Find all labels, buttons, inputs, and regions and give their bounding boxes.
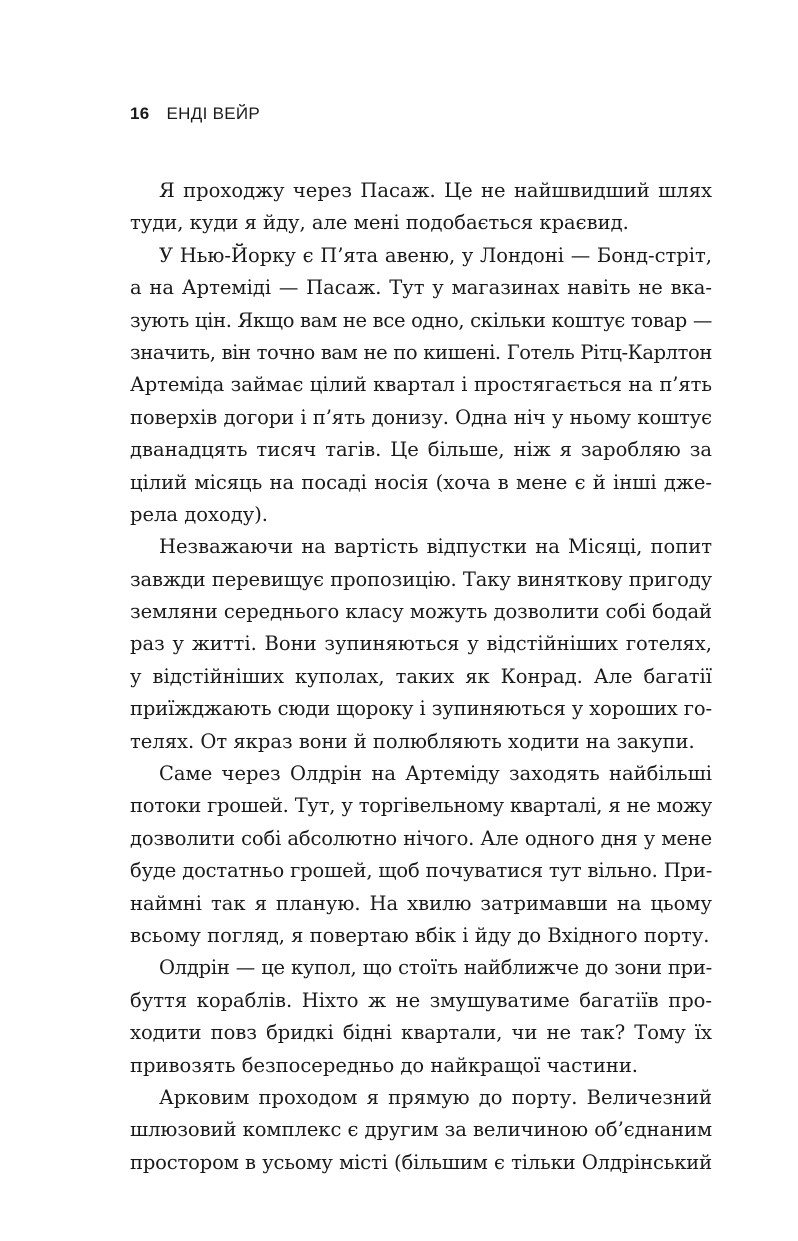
text-line: приїжджають сюди щороку і зупиняються у хороших го- bbox=[130, 697, 712, 721]
text-line: У Нью-Йорку є П’ята авеню, у Лондоні — Бонд-стріт, bbox=[159, 243, 712, 267]
text-line: поверхів догори і п’ять донизу. Одна ніч у ньому коштує bbox=[130, 405, 712, 429]
text-line: цілий місяць на посаді носія (хоча в мене є й інші дже- bbox=[130, 470, 712, 494]
text-line: Незважаючи на вартість відпустки на Місяці, попит bbox=[159, 535, 712, 559]
text-line: у відстійніших куполах, таких як Конрад. Але багатії bbox=[130, 664, 712, 688]
text-line: дванадцять тисяч тагів. Це більше, ніж я заробляю за bbox=[130, 438, 712, 462]
text-line: буде достатньо грошей, щоб почуватися тут вільно. При- bbox=[130, 859, 713, 883]
text-line: Олдрін — це купол, що стоїть найближче до зони при- bbox=[159, 956, 712, 980]
paragraph bbox=[130, 1082, 712, 1179]
text-line: Саме через Олдрін на Артеміду заходять найбільші bbox=[159, 762, 712, 786]
text-line: всьому погляд, я повертаю вбік і йду до Вхідного порту. bbox=[130, 923, 710, 947]
text-line: земляни середнього класу можуть дозволити собі бодай bbox=[130, 600, 712, 624]
text-line: наймні так я планую. На хвилю затримавши на цьому bbox=[130, 891, 712, 915]
text-line: а на Артеміді — Пасаж. Тут у магазинах навіть не вка- bbox=[130, 276, 712, 300]
text-line: туди, куди я йду, але мені подобається краєвид. bbox=[130, 211, 629, 235]
text-line: потоки грошей. Тут, у торгівельному кварталі, я не можу bbox=[130, 794, 712, 818]
paragraph bbox=[130, 175, 712, 240]
text-line: телях. От якраз вони й полюбляють ходити на закупи. bbox=[130, 729, 695, 753]
text-line: дозволити собі абсолютно нічого. Але одного дня у мене bbox=[130, 826, 712, 850]
paragraph bbox=[130, 758, 712, 952]
text-line: Артеміда займає цілий квартал і простягається на п’ять bbox=[130, 373, 712, 397]
body-text bbox=[130, 175, 712, 1179]
page-number: 16 bbox=[130, 104, 150, 123]
text-line: Я проходжу через Пасаж. Це не найшвидший шлях bbox=[159, 179, 712, 202]
text-line: простором в усьому місті (більшим є тільки Олдрінський bbox=[130, 1150, 712, 1174]
text-line: привозять безпосередньо до найкращої частини. bbox=[130, 1053, 639, 1077]
paragraph bbox=[130, 531, 712, 758]
text-line: Арковим проходом я прямую до порту. Величезний bbox=[159, 1085, 712, 1109]
book-author: ЕНДІ ВЕЙР bbox=[166, 104, 261, 123]
text-line: зують цін. Якщо вам не все одно, скільки коштує товар — bbox=[130, 308, 713, 332]
text-line: шлюзовий комплекс є другим за величиною об’єднаним bbox=[130, 1118, 713, 1142]
text-line: завжди перевищує пропозицію. Таку виняткову пригоду bbox=[130, 567, 712, 591]
paragraph bbox=[130, 952, 712, 1082]
text-line: ходити повз бридкі бідні квартали, чи не так? Тому їх bbox=[130, 1021, 712, 1045]
paragraph bbox=[130, 240, 712, 532]
text-line: рела доходу). bbox=[130, 502, 269, 526]
text-line: раз у житті. Вони зупиняються у відстійніших готелях, bbox=[130, 632, 712, 656]
text-line: значить, він точно вам не по кишені. Готель Рітц-Карлтон bbox=[130, 340, 712, 364]
running-head bbox=[130, 104, 260, 124]
text-line: буття кораблів. Ніхто ж не змушуватиме багатіїв про- bbox=[130, 988, 712, 1012]
